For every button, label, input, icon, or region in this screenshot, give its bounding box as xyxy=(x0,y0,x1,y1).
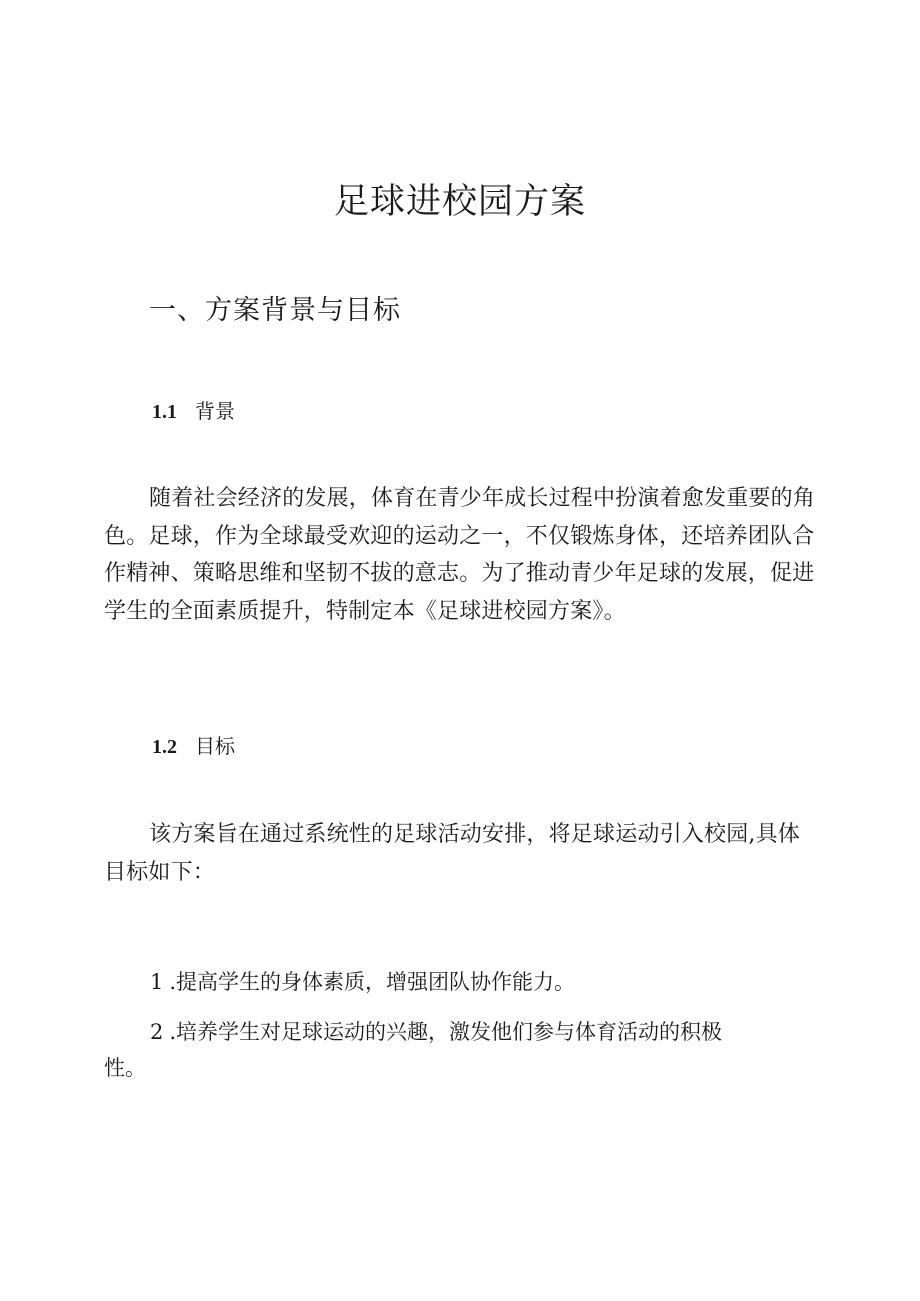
list-item-index: 2 xyxy=(150,1020,164,1044)
goals-paragraph: 该方案旨在通过系统性的足球活动安排，将足球运动引入校园,具体目标如下： xyxy=(104,822,800,885)
subsection-label: 目标 xyxy=(195,734,235,758)
document-title: 足球进校园方案 xyxy=(333,182,586,222)
list-item xyxy=(104,964,824,1000)
list-item xyxy=(104,1014,754,1086)
section-heading: 一、方案背景与目标 xyxy=(149,295,401,326)
subsection-heading-background xyxy=(152,396,235,427)
list-item-index: 1 xyxy=(150,970,164,994)
list-item-text: .培养学生对足球运动的兴趣，激发他们参与体育活动的积极性。 xyxy=(104,1020,723,1080)
subsection-number: 1.2 xyxy=(152,736,177,758)
list-item-text: .提高学生的身体素质，增强团队协作能力。 xyxy=(169,970,576,994)
subsection-heading-goals xyxy=(152,731,235,762)
subsection-number: 1.1 xyxy=(152,401,177,423)
subsection-label: 背景 xyxy=(195,399,235,423)
background-paragraph: 随着社会经济的发展，体育在青少年成长过程中扮演着愈发重要的角色。足球，作为全球最受欢迎的运动之一，不仅锻炼身体，还培养团队合作精神、策略思维和坚韧不拔的意志。为了推动青少年足球的发展，促进学生的全面素质提升，特制定本《足球进校园方案》。 xyxy=(104,486,816,624)
